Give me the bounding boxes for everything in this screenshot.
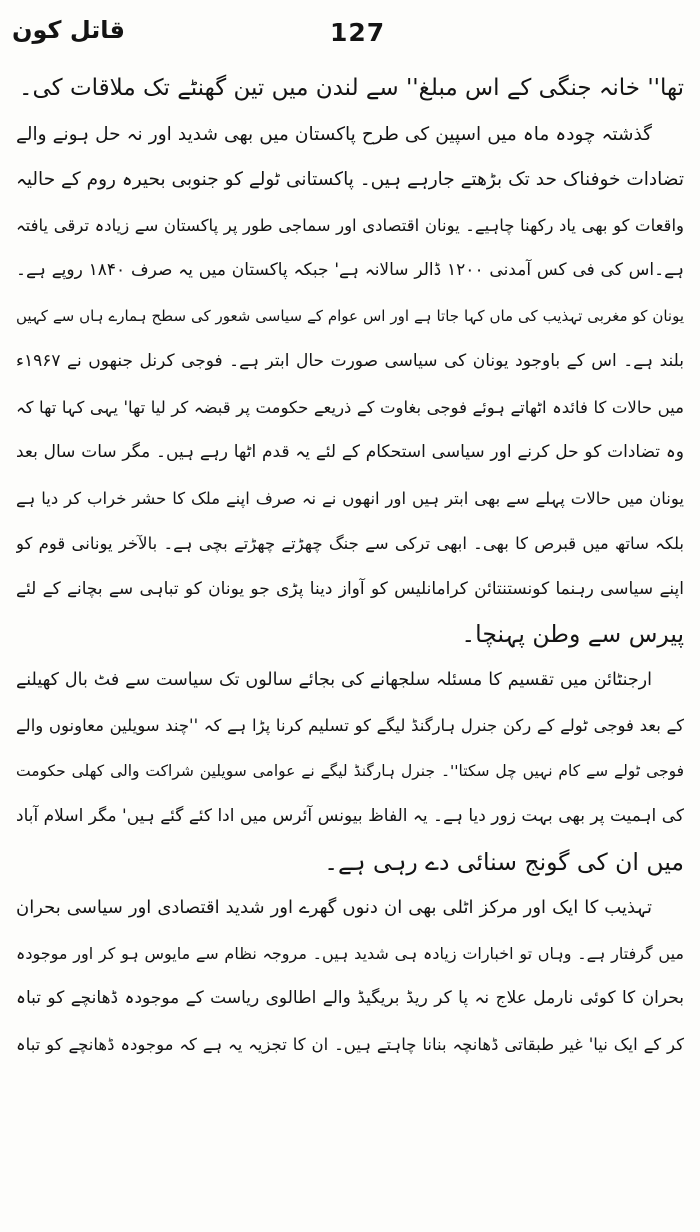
paragraph bbox=[16, 885, 684, 1067]
text-line: بلند ہے۔ اس کے باوجود یونان کی سیاسی صورت حال ابتر ہے۔ فوجی کرنل جنھوں نے ۱۹۶۷ء bbox=[16, 351, 684, 371]
text-line: ہے۔اس کی فی کس آمدنی ۱۲۰۰ ڈالر سالانہ ہے' جبکہ پاکستان میں یہ صرف ۱۸۴۰ روپے ہے۔ bbox=[16, 260, 684, 280]
text-line: میں ان کی گونج سنائی دے رہی ہے۔ bbox=[324, 847, 684, 876]
text-line: یونان میں حالات پہلے سے بھی ابتر ہیں اور انھوں نے نہ صرف اپنے ملک کا حشر خراب کر دیا ہے bbox=[16, 488, 684, 508]
text-line: اپنے سیاسی رہنما کونستنتائن کرامانلیس کو آواز دینا پڑی جو یونان کو تباہی سے بچانے کے لئے bbox=[16, 578, 684, 599]
text-line: یونان کو مغربی تہذیب کی ماں کہا جاتا ہے اور اس عوام کے سیاسی شعور کی سطح ہمارے ہاں سے کہیں bbox=[16, 306, 684, 325]
text-line: تھا'' خانہ جنگی کے اس مبلغ'' سے لندن میں تین گھنٹے تک ملاقات کی۔ bbox=[19, 75, 684, 101]
page-body bbox=[16, 66, 684, 1067]
text-line: پیرس سے وطن پہنچا۔ bbox=[461, 620, 684, 648]
text-line: واقعات کو بھی یاد رکھنا چاہیے۔ یونان اقتصادی اور سماجی طور پر پاکستان سے زیادہ ترقی یافتہ bbox=[16, 215, 684, 235]
text-line: کے بعد فوجی ٹولے کے رکن جنرل ہارگنڈ لیگے کو تسلیم کرنا پڑا ہے کہ ''چند سویلین معاونوں والے bbox=[16, 716, 684, 735]
running-title: قاتل کون bbox=[12, 16, 126, 44]
text-line: فوجی ٹولے سے کام نہیں چل سکتا''۔ جنرل ہارگنڈ لیگے نے عوامی سویلین شراکت والی کھلی حکومت bbox=[16, 761, 684, 780]
text-line: وہ تضادات کو حل کرنے اور سیاسی استحکام کے لئے یہ قدم اٹھا رہے ہیں۔ مگر سات سال بعد bbox=[16, 442, 684, 462]
text-line: میں گرفتار ہے۔ وہاں تو اخبارات زیادہ ہی شدید ہیں۔ مروجہ نظام سے مایوس ہو کر اور موجودہ bbox=[16, 943, 684, 963]
text-line: تضادات خوفناک حد تک بڑھتے جارہے ہیں۔ پاکستانی ٹولے کو جنوبی بحیرہ روم کے حالیہ bbox=[16, 169, 684, 190]
paragraph bbox=[16, 658, 684, 886]
text-line: تہذیب کا ایک اور مرکز اٹلی بھی ان دنوں گھرے اور شدید اقتصادی اور سیاسی بحران bbox=[16, 897, 652, 918]
paragraph bbox=[16, 112, 684, 658]
text-line: ارجنٹائن میں تقسیم کا مسئلہ سلجھانے کی بجائے سالوں تک سیاست سے فٹ بال کھیلنے bbox=[16, 669, 652, 690]
text-line: کر کے ایک نیا' غیر طبقاتی ڈھانچہ بنانا چاہتے ہیں۔ ان کا تجزیہ یہ ہے کہ موجودہ ڈھانچے کو تباہ bbox=[16, 1034, 684, 1054]
text-line: بحران کا کوئی نارمل علاج نہ پا کر ریڈ بریگیڈ والے اطالوی ریاست کے موجودہ ڈھانچے کو تباہ bbox=[16, 988, 684, 1008]
paragraph bbox=[16, 66, 684, 112]
page-header bbox=[0, 8, 700, 56]
page-number: 127 bbox=[330, 18, 386, 47]
text-line: گذشتہ چودہ ماہ میں اسپین کی طرح پاکستان میں بھی شدید اور نہ حل ہونے والے bbox=[16, 123, 652, 145]
text-line: میں حالات کا فائدہ اٹھاتے ہوئے فوجی بغاوت کے ذریعے حکومت پر قبضہ کر لیا تھا' یہی کہا تھا کہ bbox=[16, 397, 684, 417]
text-line: بلکہ ساتھ میں قبرص کا بھی۔ ابھی ترکی سے جنگ چھڑتے چھڑتے بچی ہے۔ بالآخر یونانی قوم کو bbox=[16, 534, 684, 553]
text-line: کی اہمیت پر بھی بہت زور دیا ہے۔ یہ الفاظ بیونس آئرس میں ادا کئے گئے ہیں' مگر اسلام آباد bbox=[16, 806, 684, 826]
